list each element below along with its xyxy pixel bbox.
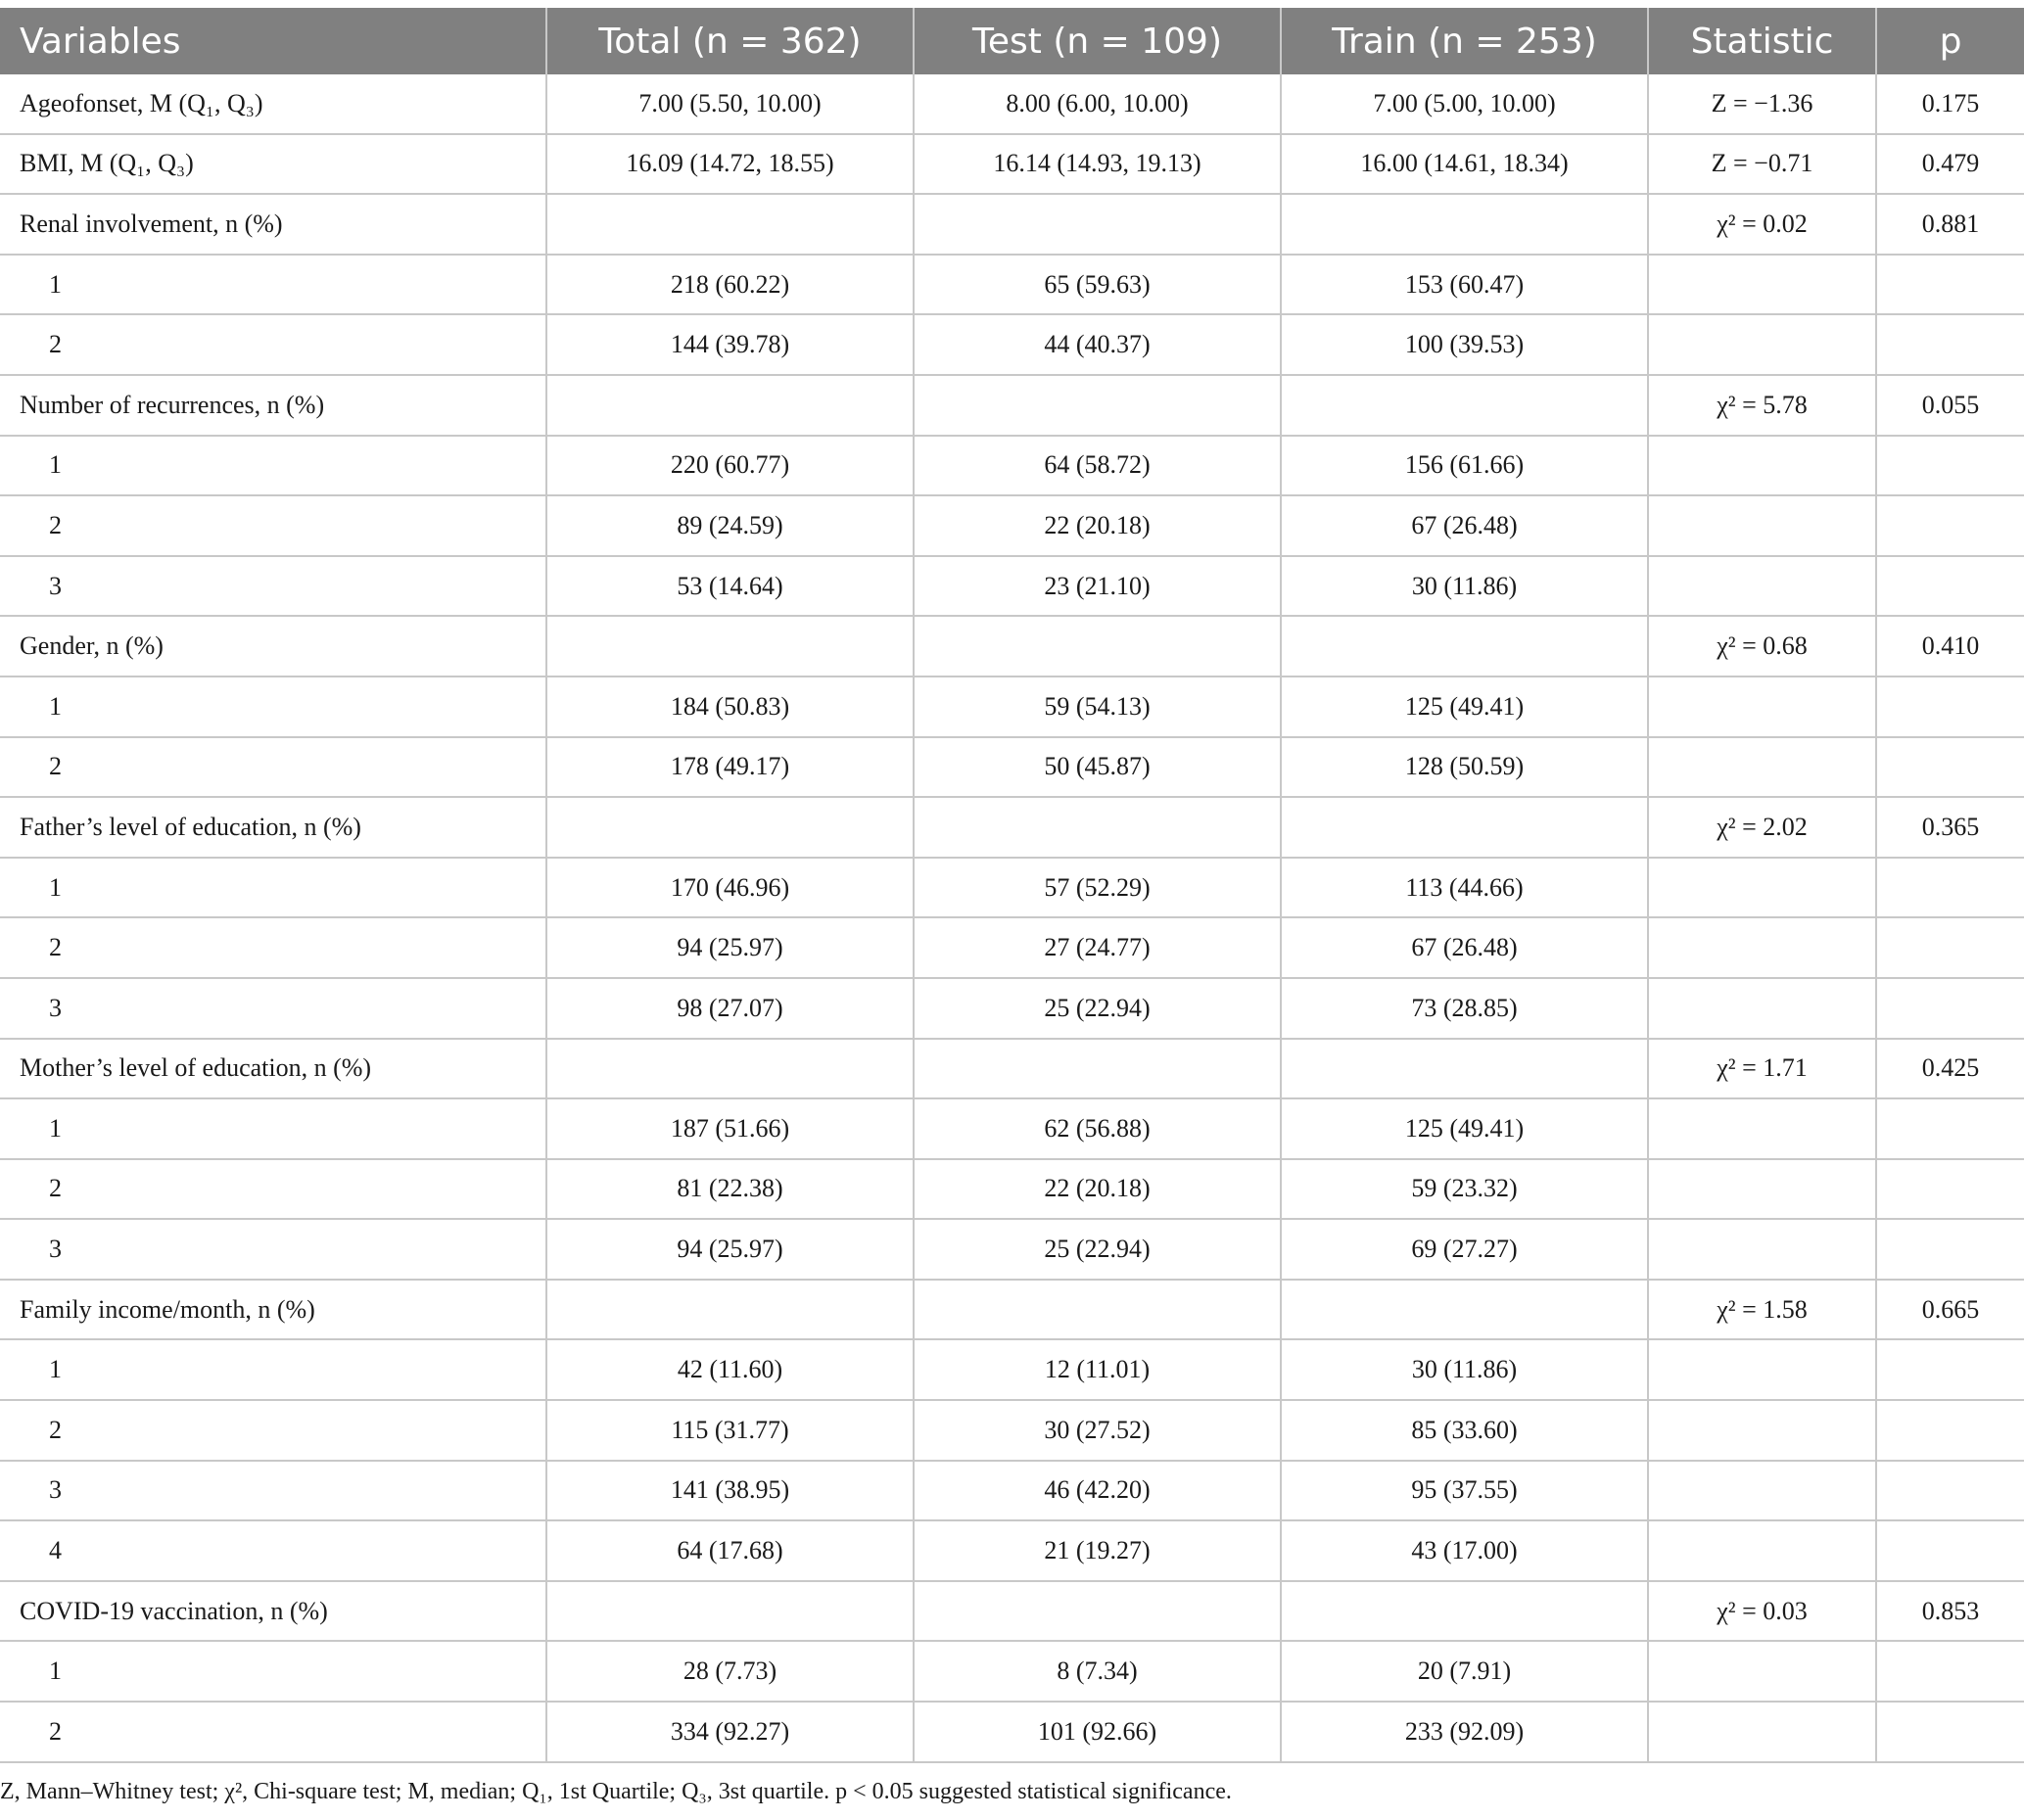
category-level-cell: 3 bbox=[0, 978, 546, 1039]
value-cell: 89 (24.59) bbox=[546, 495, 914, 556]
value-cell: 69 (27.27) bbox=[1281, 1219, 1648, 1280]
value-cell: 16.14 (14.93, 19.13) bbox=[914, 134, 1281, 195]
table-container bbox=[0, 8, 2024, 1763]
value-cell: 128 (50.59) bbox=[1281, 737, 1648, 798]
category-level-cell: 2 bbox=[0, 1400, 546, 1461]
table-header bbox=[0, 8, 2024, 74]
value-cell bbox=[546, 616, 914, 677]
value-cell: 156 (61.66) bbox=[1281, 436, 1648, 496]
value-cell bbox=[1648, 436, 1876, 496]
table-row bbox=[0, 1400, 2024, 1461]
value-cell bbox=[1876, 1098, 2024, 1159]
value-cell: 7.00 (5.00, 10.00) bbox=[1281, 74, 1648, 134]
value-cell bbox=[1648, 737, 1876, 798]
value-cell: χ² = 2.02 bbox=[1648, 797, 1876, 858]
value-cell: 28 (7.73) bbox=[546, 1641, 914, 1702]
value-cell: 98 (27.07) bbox=[546, 978, 914, 1039]
value-cell bbox=[1648, 1339, 1876, 1400]
value-cell bbox=[546, 1581, 914, 1642]
value-cell bbox=[1876, 255, 2024, 315]
category-level-cell: 1 bbox=[0, 858, 546, 918]
value-cell: 73 (28.85) bbox=[1281, 978, 1648, 1039]
value-cell bbox=[1648, 495, 1876, 556]
table-row bbox=[0, 74, 2024, 134]
value-cell bbox=[1648, 858, 1876, 918]
table-row bbox=[0, 858, 2024, 918]
table-body bbox=[0, 74, 2024, 1762]
table-row bbox=[0, 1581, 2024, 1642]
value-cell bbox=[1876, 677, 2024, 737]
value-cell: 59 (23.32) bbox=[1281, 1159, 1648, 1220]
value-cell: 94 (25.97) bbox=[546, 1219, 914, 1280]
category-level-cell: 1 bbox=[0, 1339, 546, 1400]
value-cell: 57 (52.29) bbox=[914, 858, 1281, 918]
table-row bbox=[0, 677, 2024, 737]
value-cell: 67 (26.48) bbox=[1281, 917, 1648, 978]
value-cell bbox=[1648, 1098, 1876, 1159]
value-cell: 22 (20.18) bbox=[914, 495, 1281, 556]
value-cell: 50 (45.87) bbox=[914, 737, 1281, 798]
table-row bbox=[0, 255, 2024, 315]
value-cell: 0.425 bbox=[1876, 1039, 2024, 1099]
value-cell bbox=[1648, 255, 1876, 315]
data-table bbox=[0, 8, 2024, 1763]
value-cell bbox=[1648, 314, 1876, 375]
value-cell: 64 (58.72) bbox=[914, 436, 1281, 496]
value-cell: χ² = 1.71 bbox=[1648, 1039, 1876, 1099]
value-cell: 27 (24.77) bbox=[914, 917, 1281, 978]
value-cell: 16.09 (14.72, 18.55) bbox=[546, 134, 914, 195]
value-cell: 16.00 (14.61, 18.34) bbox=[1281, 134, 1648, 195]
value-cell bbox=[546, 194, 914, 255]
value-cell: 12 (11.01) bbox=[914, 1339, 1281, 1400]
category-level-cell: 2 bbox=[0, 495, 546, 556]
value-cell bbox=[914, 1581, 1281, 1642]
value-cell: 125 (49.41) bbox=[1281, 1098, 1648, 1159]
value-cell: 178 (49.17) bbox=[546, 737, 914, 798]
value-cell: 0.881 bbox=[1876, 194, 2024, 255]
value-cell: 81 (22.38) bbox=[546, 1159, 914, 1220]
category-level-cell: 1 bbox=[0, 1098, 546, 1159]
header-cell: Total (n = 362) bbox=[546, 8, 914, 74]
variable-cell: COVID-19 vaccination, n (%) bbox=[0, 1581, 546, 1642]
value-cell bbox=[1876, 1702, 2024, 1762]
header-cell: Train (n = 253) bbox=[1281, 8, 1648, 74]
value-cell bbox=[1281, 375, 1648, 436]
category-level-cell: 3 bbox=[0, 1461, 546, 1521]
value-cell bbox=[1281, 797, 1648, 858]
value-cell: 0.365 bbox=[1876, 797, 2024, 858]
table-row bbox=[0, 134, 2024, 195]
value-cell: 233 (92.09) bbox=[1281, 1702, 1648, 1762]
value-cell bbox=[1648, 556, 1876, 617]
category-level-cell: 1 bbox=[0, 1641, 546, 1702]
header-cell: p bbox=[1876, 8, 2024, 74]
category-level-cell: 2 bbox=[0, 1159, 546, 1220]
footnote: Z, Mann–Whitney test; χ², Chi-square test; M, median; Q₁, 1st Quartile; Q₃, 3st quartile. p < 0.05 suggested statistical significance. bbox=[0, 1779, 1232, 1804]
value-cell bbox=[1281, 1280, 1648, 1340]
value-cell: 67 (26.48) bbox=[1281, 495, 1648, 556]
table-row bbox=[0, 1280, 2024, 1340]
table-row bbox=[0, 194, 2024, 255]
table-row bbox=[0, 797, 2024, 858]
value-cell bbox=[1648, 1520, 1876, 1581]
value-cell: 115 (31.77) bbox=[546, 1400, 914, 1461]
category-level-cell: 1 bbox=[0, 436, 546, 496]
table-row bbox=[0, 1339, 2024, 1400]
value-cell: 25 (22.94) bbox=[914, 978, 1281, 1039]
value-cell: 125 (49.41) bbox=[1281, 677, 1648, 737]
value-cell bbox=[914, 375, 1281, 436]
category-level-cell: 1 bbox=[0, 677, 546, 737]
header-row bbox=[0, 8, 2024, 74]
value-cell bbox=[1876, 436, 2024, 496]
category-level-cell: 3 bbox=[0, 1219, 546, 1280]
value-cell bbox=[1281, 1581, 1648, 1642]
table-row bbox=[0, 314, 2024, 375]
value-cell: χ² = 1.58 bbox=[1648, 1280, 1876, 1340]
table-row bbox=[0, 1159, 2024, 1220]
value-cell: 22 (20.18) bbox=[914, 1159, 1281, 1220]
value-cell: χ² = 0.03 bbox=[1648, 1581, 1876, 1642]
value-cell: 184 (50.83) bbox=[546, 677, 914, 737]
value-cell bbox=[546, 375, 914, 436]
value-cell: 100 (39.53) bbox=[1281, 314, 1648, 375]
value-cell: 53 (14.64) bbox=[546, 556, 914, 617]
variable-cell: Mother’s level of education, n (%) bbox=[0, 1039, 546, 1099]
value-cell: 94 (25.97) bbox=[546, 917, 914, 978]
value-cell: Z = −0.71 bbox=[1648, 134, 1876, 195]
category-level-cell: 2 bbox=[0, 737, 546, 798]
table-row bbox=[0, 375, 2024, 436]
value-cell: χ² = 0.02 bbox=[1648, 194, 1876, 255]
category-level-cell: 4 bbox=[0, 1520, 546, 1581]
value-cell: 20 (7.91) bbox=[1281, 1641, 1648, 1702]
variable-cell: Family income/month, n (%) bbox=[0, 1280, 546, 1340]
value-cell: 0.175 bbox=[1876, 74, 2024, 134]
value-cell: 0.853 bbox=[1876, 1581, 2024, 1642]
value-cell bbox=[914, 616, 1281, 677]
value-cell bbox=[914, 797, 1281, 858]
value-cell: 21 (19.27) bbox=[914, 1520, 1281, 1581]
value-cell: 44 (40.37) bbox=[914, 314, 1281, 375]
variable-cell: BMI, M (Q₁, Q₃) bbox=[0, 134, 546, 195]
value-cell bbox=[1876, 1159, 2024, 1220]
value-cell bbox=[1281, 194, 1648, 255]
value-cell: 46 (42.20) bbox=[914, 1461, 1281, 1521]
value-cell: 141 (38.95) bbox=[546, 1461, 914, 1521]
value-cell bbox=[1648, 1159, 1876, 1220]
table-row bbox=[0, 1098, 2024, 1159]
category-level-cell: 3 bbox=[0, 556, 546, 617]
table-row bbox=[0, 616, 2024, 677]
category-level-cell: 2 bbox=[0, 314, 546, 375]
value-cell: 23 (21.10) bbox=[914, 556, 1281, 617]
value-cell: 8 (7.34) bbox=[914, 1641, 1281, 1702]
value-cell bbox=[1281, 616, 1648, 677]
table-row bbox=[0, 917, 2024, 978]
value-cell bbox=[1876, 314, 2024, 375]
value-cell bbox=[914, 194, 1281, 255]
table-row bbox=[0, 737, 2024, 798]
value-cell bbox=[1876, 1339, 2024, 1400]
value-cell bbox=[914, 1039, 1281, 1099]
value-cell bbox=[1876, 495, 2024, 556]
value-cell bbox=[1648, 1400, 1876, 1461]
value-cell: 101 (92.66) bbox=[914, 1702, 1281, 1762]
value-cell: 85 (33.60) bbox=[1281, 1400, 1648, 1461]
value-cell: 8.00 (6.00, 10.00) bbox=[914, 74, 1281, 134]
table-row bbox=[0, 1219, 2024, 1280]
value-cell: 25 (22.94) bbox=[914, 1219, 1281, 1280]
table-row bbox=[0, 1039, 2024, 1099]
value-cell: 0.410 bbox=[1876, 616, 2024, 677]
value-cell bbox=[1648, 1219, 1876, 1280]
value-cell bbox=[1876, 917, 2024, 978]
value-cell: 7.00 (5.50, 10.00) bbox=[546, 74, 914, 134]
value-cell: 153 (60.47) bbox=[1281, 255, 1648, 315]
table-row bbox=[0, 978, 2024, 1039]
variable-cell: Ageofonset, M (Q₁, Q₃) bbox=[0, 74, 546, 134]
value-cell: 0.055 bbox=[1876, 375, 2024, 436]
value-cell: Z = −1.36 bbox=[1648, 74, 1876, 134]
value-cell bbox=[1648, 917, 1876, 978]
value-cell: 113 (44.66) bbox=[1281, 858, 1648, 918]
value-cell: 0.479 bbox=[1876, 134, 2024, 195]
value-cell: χ² = 0.68 bbox=[1648, 616, 1876, 677]
value-cell: 59 (54.13) bbox=[914, 677, 1281, 737]
table-row bbox=[0, 1461, 2024, 1521]
value-cell: 43 (17.00) bbox=[1281, 1520, 1648, 1581]
header-cell: Statistic bbox=[1648, 8, 1876, 74]
variable-cell: Father’s level of education, n (%) bbox=[0, 797, 546, 858]
header-cell: Variables bbox=[0, 8, 546, 74]
variable-cell: Renal involvement, n (%) bbox=[0, 194, 546, 255]
value-cell: 218 (60.22) bbox=[546, 255, 914, 315]
value-cell: 187 (51.66) bbox=[546, 1098, 914, 1159]
category-level-cell: 2 bbox=[0, 917, 546, 978]
table-row bbox=[0, 1520, 2024, 1581]
value-cell: χ² = 5.78 bbox=[1648, 375, 1876, 436]
value-cell bbox=[1648, 677, 1876, 737]
value-cell bbox=[1876, 978, 2024, 1039]
value-cell bbox=[1281, 1039, 1648, 1099]
table-row bbox=[0, 556, 2024, 617]
value-cell bbox=[1648, 1641, 1876, 1702]
variable-cell: Gender, n (%) bbox=[0, 616, 546, 677]
header-cell: Test (n = 109) bbox=[914, 8, 1281, 74]
table-row bbox=[0, 1641, 2024, 1702]
value-cell bbox=[1876, 1641, 2024, 1702]
value-cell: 0.665 bbox=[1876, 1280, 2024, 1340]
value-cell: 65 (59.63) bbox=[914, 255, 1281, 315]
value-cell bbox=[1648, 1702, 1876, 1762]
value-cell: 30 (11.86) bbox=[1281, 1339, 1648, 1400]
category-level-cell: 1 bbox=[0, 255, 546, 315]
value-cell bbox=[546, 797, 914, 858]
value-cell bbox=[1876, 556, 2024, 617]
value-cell: 30 (27.52) bbox=[914, 1400, 1281, 1461]
value-cell bbox=[546, 1280, 914, 1340]
value-cell bbox=[1648, 1461, 1876, 1521]
table-row bbox=[0, 1702, 2024, 1762]
value-cell: 30 (11.86) bbox=[1281, 556, 1648, 617]
category-level-cell: 2 bbox=[0, 1702, 546, 1762]
value-cell: 220 (60.77) bbox=[546, 436, 914, 496]
value-cell bbox=[1876, 1400, 2024, 1461]
value-cell: 62 (56.88) bbox=[914, 1098, 1281, 1159]
value-cell bbox=[546, 1039, 914, 1099]
value-cell bbox=[1876, 1461, 2024, 1521]
value-cell: 334 (92.27) bbox=[546, 1702, 914, 1762]
value-cell bbox=[1876, 737, 2024, 798]
value-cell bbox=[1876, 858, 2024, 918]
table-row bbox=[0, 436, 2024, 496]
value-cell: 42 (11.60) bbox=[546, 1339, 914, 1400]
value-cell bbox=[1876, 1520, 2024, 1581]
table-row bbox=[0, 495, 2024, 556]
value-cell bbox=[914, 1280, 1281, 1340]
value-cell: 64 (17.68) bbox=[546, 1520, 914, 1581]
value-cell: 95 (37.55) bbox=[1281, 1461, 1648, 1521]
value-cell: 144 (39.78) bbox=[546, 314, 914, 375]
value-cell bbox=[1876, 1219, 2024, 1280]
value-cell bbox=[1648, 978, 1876, 1039]
variable-cell: Number of recurrences, n (%) bbox=[0, 375, 546, 436]
value-cell: 170 (46.96) bbox=[546, 858, 914, 918]
